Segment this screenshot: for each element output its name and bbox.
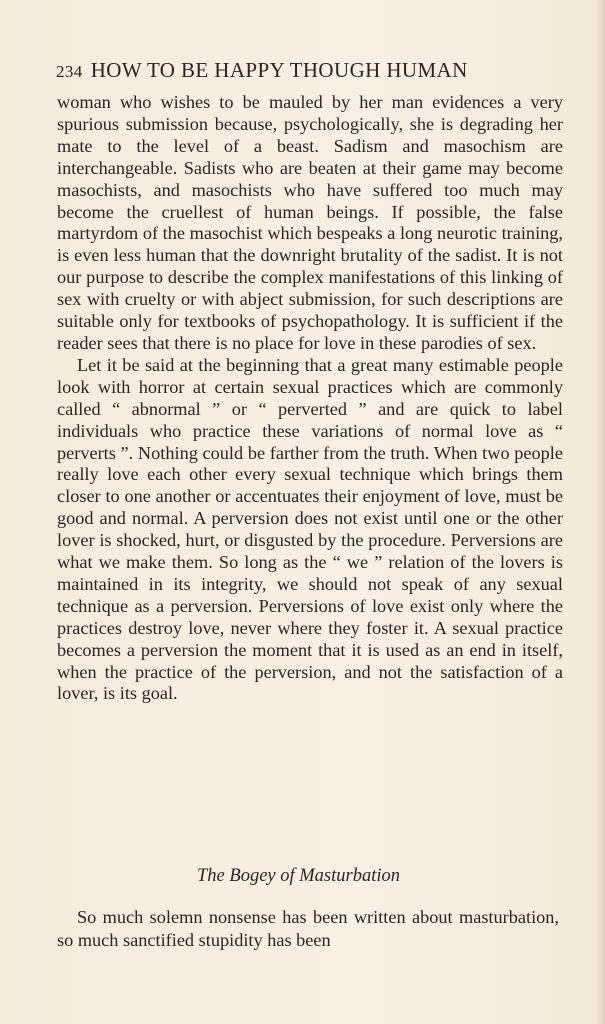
running-title: HOW TO BE HAPPY THOUGH HUMAN [90,58,468,82]
main-text [57,92,563,705]
running-header [56,58,566,83]
subheading-text: The Bogey of Masturbation [197,866,400,886]
paragraph-continued: woman who wishes to be mauled by her man evidences a very spurious submission because, psychologically, she is degrading her mate to the level of a beast. Sadism and masochism are interchangeable. Sadists who are beaten at their game may become masochists, and masochists who have suffered too much may become the cruellest of human beings. If possible, the false martyrdom of the masochist which bespeaks a long neurotic training, is even less human that the downright brutality of the sadist. It is not our purpose to describe the complex manifestations of this linking of sex with cruelty or with abject submission, for such descriptions are suitable only for textbooks of psychopathology. It is sufficient if the reader sees that there is no place for love in these parodies of sex. [57,92,563,353]
section-text [57,906,559,952]
section-subheading [0,866,605,887]
paragraph: So much solemn nonsense has been written about masturbation, so much sanctified stupidity has been [57,907,559,950]
page-number: 234 [56,62,83,81]
paragraph: Let it be said at the beginning that a great many estimable people look with horror at certain sexual practices which are commonly called “ abnormal ” or “ perverted ” and are quick to label individuals who practice these variations of normal love as “ perverts ”. Nothing could be farther from the truth. When two people really love each other every sexual technique which brings them closer to one another or accentuates their enjoyment of love, must be good and normal. A perversion does not exist until one or the other lover is shocked, hurt, or disgusted by the procedure. Perversions are what we make them. So long as the “ we ” relation of the lovers is maintained in its integrity, we should not speak of any sexual technique as a perversion. Perversions of love exist only where the practices destroy love, never where they foster it. A sexual practice becomes a perversion the moment that it is used as an end in itself, when the practice of the perversion, and not the satisfaction of a lover, is its goal. [57,354,563,704]
